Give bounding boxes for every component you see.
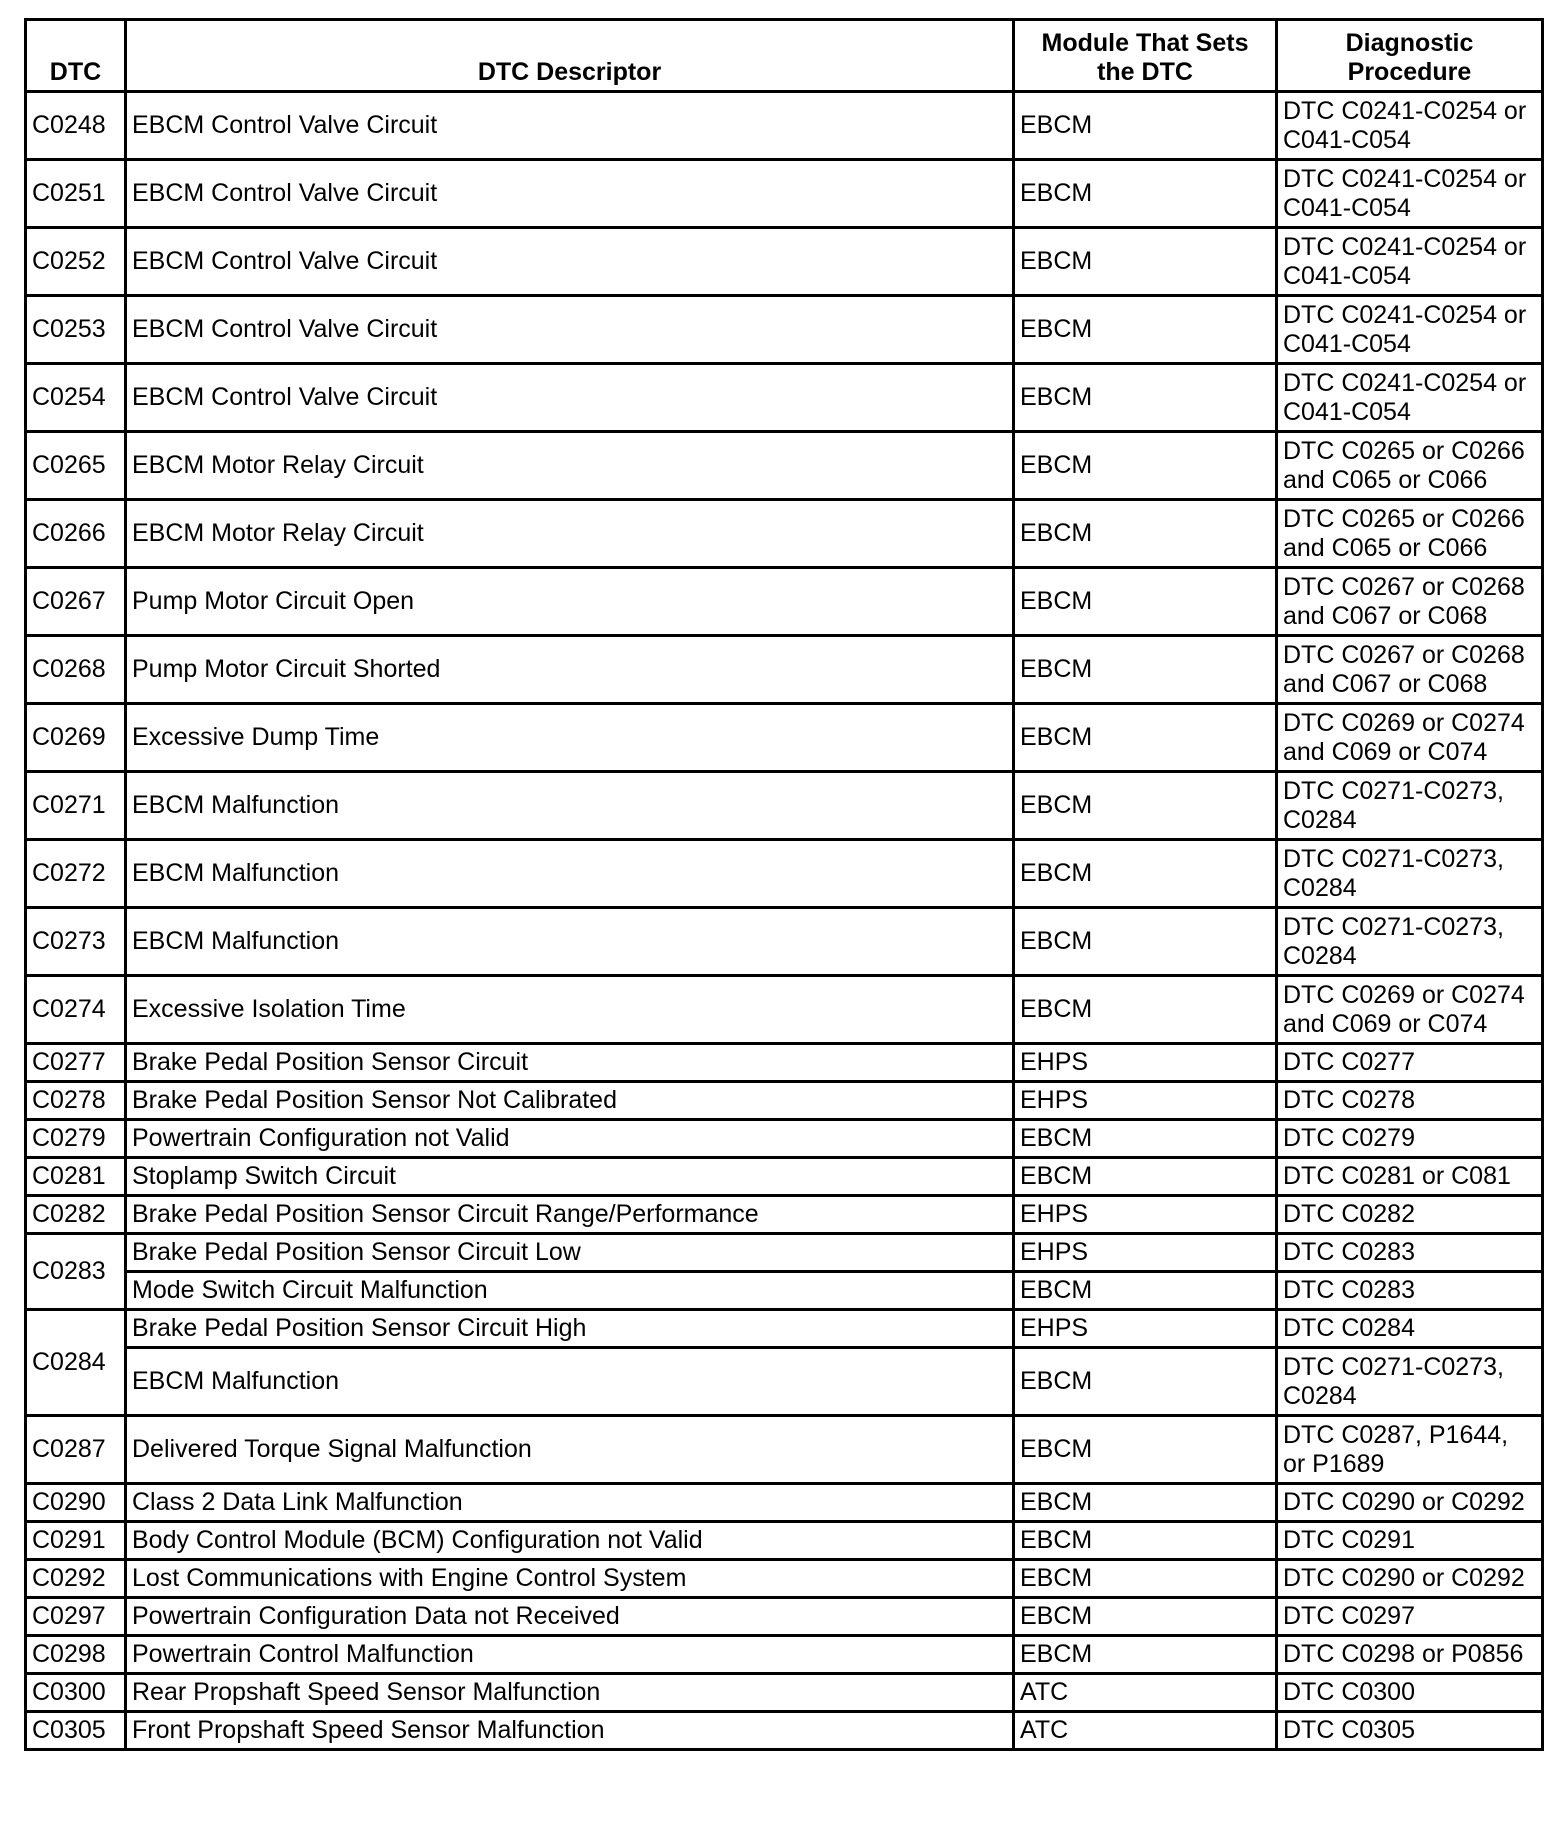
dtc-descriptor: EBCM Control Valve Circuit (126, 296, 1014, 364)
procedure-line1: DTC C0241-C0254 or (1283, 300, 1527, 329)
module: EHPS (1014, 1044, 1277, 1082)
procedure-line1: DTC C0241-C0254 or (1283, 96, 1527, 125)
table-row (26, 1522, 1543, 1560)
procedure (1277, 908, 1543, 976)
procedure-line2: and C065 or C066 (1283, 465, 1488, 494)
table-row (26, 1158, 1543, 1196)
module: EBCM (1014, 568, 1277, 636)
table-row (26, 432, 1543, 500)
dtc-descriptor: Body Control Module (BCM) Configuration not Valid (126, 1522, 1014, 1560)
table-row (26, 568, 1543, 636)
dtc-descriptor: Brake Pedal Position Sensor Circuit (126, 1044, 1014, 1082)
module: EBCM (1014, 296, 1277, 364)
dtc-code: C0292 (26, 1560, 126, 1598)
table-row (26, 772, 1543, 840)
procedure-line1: DTC C0241-C0254 or (1283, 164, 1527, 193)
table-row (26, 296, 1543, 364)
dtc-code: C0298 (26, 1636, 126, 1674)
table-row (26, 976, 1543, 1044)
table-row (26, 704, 1543, 772)
module: EHPS (1014, 1234, 1277, 1272)
dtc-descriptor: Delivered Torque Signal Malfunction (126, 1416, 1014, 1484)
dtc-descriptor: Powertrain Configuration not Valid (126, 1120, 1014, 1158)
module: EBCM (1014, 840, 1277, 908)
dtc-code: C0273 (26, 908, 126, 976)
module: EBCM (1014, 92, 1277, 160)
module: EBCM (1014, 772, 1277, 840)
header-module-line1: Module That Sets (1041, 29, 1249, 57)
dtc-code: C0272 (26, 840, 126, 908)
dtc-code: C0252 (26, 228, 126, 296)
procedure (1277, 228, 1543, 296)
procedure: DTC C0290 or C0292 (1277, 1560, 1543, 1598)
header-module (1014, 20, 1277, 92)
dtc-code: C0284 (26, 1310, 126, 1416)
table-row (26, 1598, 1543, 1636)
dtc-code: C0267 (26, 568, 126, 636)
dtc-code: C0251 (26, 160, 126, 228)
procedure (1277, 500, 1543, 568)
procedure-line1: DTC C0271-C0273, (1283, 776, 1504, 805)
procedure-line1: DTC C0241-C0254 or (1283, 368, 1527, 397)
procedure-line2: C041-C054 (1283, 397, 1411, 426)
module: EBCM (1014, 1522, 1277, 1560)
module: ATC (1014, 1712, 1277, 1750)
module: EBCM (1014, 1416, 1277, 1484)
dtc-descriptor: Brake Pedal Position Sensor Not Calibrated (126, 1082, 1014, 1120)
header-procedure-line2: Procedure (1347, 58, 1472, 86)
procedure-line2: and C067 or C068 (1283, 601, 1488, 630)
header-module-line2: the DTC (1097, 58, 1193, 86)
table-row (26, 908, 1543, 976)
procedure: DTC C0283 (1277, 1234, 1543, 1272)
table-row (26, 364, 1543, 432)
dtc-code: C0269 (26, 704, 126, 772)
dtc-code: C0254 (26, 364, 126, 432)
dtc-descriptor: Mode Switch Circuit Malfunction (126, 1272, 1014, 1310)
dtc-descriptor: Brake Pedal Position Sensor Circuit Range/Performance (126, 1196, 1014, 1234)
dtc-descriptor: Rear Propshaft Speed Sensor Malfunction (126, 1674, 1014, 1712)
module: EBCM (1014, 908, 1277, 976)
dtc-code: C0277 (26, 1044, 126, 1082)
procedure-line1: DTC C0269 or C0274 (1283, 980, 1525, 1009)
dtc-code: C0305 (26, 1712, 126, 1750)
procedure: DTC C0277 (1277, 1044, 1543, 1082)
procedure-line2: C0284 (1283, 873, 1357, 902)
module: EHPS (1014, 1082, 1277, 1120)
procedure-line1: DTC C0271-C0273, (1283, 912, 1504, 941)
header-procedure-line1: Diagnostic (1345, 29, 1474, 57)
dtc-code: C0278 (26, 1082, 126, 1120)
dtc-descriptor: Powertrain Control Malfunction (126, 1636, 1014, 1674)
procedure (1277, 1348, 1543, 1416)
procedure (1277, 1416, 1543, 1484)
table-row (26, 636, 1543, 704)
module: EHPS (1014, 1310, 1277, 1348)
dtc-descriptor: EBCM Control Valve Circuit (126, 160, 1014, 228)
procedure-line1: DTC C0267 or C0268 (1283, 640, 1525, 669)
procedure: DTC C0305 (1277, 1712, 1543, 1750)
procedure: DTC C0291 (1277, 1522, 1543, 1560)
dtc-descriptor: Brake Pedal Position Sensor Circuit Low (126, 1234, 1014, 1272)
dtc-code: C0248 (26, 92, 126, 160)
module: EBCM (1014, 1636, 1277, 1674)
header-row (26, 20, 1543, 92)
module: EBCM (1014, 636, 1277, 704)
procedure-line2: C041-C054 (1283, 329, 1411, 358)
procedure: DTC C0290 or C0292 (1277, 1484, 1543, 1522)
dtc-code: C0291 (26, 1522, 126, 1560)
table-row (26, 228, 1543, 296)
header-descriptor: DTC Descriptor (126, 20, 1014, 92)
module: EBCM (1014, 432, 1277, 500)
procedure-line2: and C069 or C074 (1283, 737, 1488, 766)
module: ATC (1014, 1674, 1277, 1712)
dtc-code: C0300 (26, 1674, 126, 1712)
dtc-code: C0274 (26, 976, 126, 1044)
procedure (1277, 296, 1543, 364)
module: EBCM (1014, 228, 1277, 296)
dtc-code: C0266 (26, 500, 126, 568)
procedure-line1: DTC C0287, P1644, (1283, 1420, 1509, 1449)
module: EBCM (1014, 500, 1277, 568)
table-row (26, 1044, 1543, 1082)
procedure (1277, 160, 1543, 228)
dtc-code: C0282 (26, 1196, 126, 1234)
dtc-descriptor: EBCM Control Valve Circuit (126, 364, 1014, 432)
table-row (26, 1310, 1543, 1348)
table-row (26, 1560, 1543, 1598)
procedure: DTC C0284 (1277, 1310, 1543, 1348)
dtc-descriptor: Pump Motor Circuit Shorted (126, 636, 1014, 704)
header-procedure (1277, 20, 1543, 92)
procedure: DTC C0298 or P0856 (1277, 1636, 1543, 1674)
dtc-descriptor: Brake Pedal Position Sensor Circuit High (126, 1310, 1014, 1348)
procedure (1277, 772, 1543, 840)
module: EBCM (1014, 1560, 1277, 1598)
procedure: DTC C0300 (1277, 1674, 1543, 1712)
dtc-code: C0290 (26, 1484, 126, 1522)
procedure-line1: DTC C0271-C0273, (1283, 844, 1504, 873)
table-row (26, 1636, 1543, 1674)
table-row (26, 1348, 1543, 1416)
dtc-descriptor: Pump Motor Circuit Open (126, 568, 1014, 636)
procedure (1277, 92, 1543, 160)
procedure-line2: C0284 (1283, 1381, 1357, 1410)
procedure (1277, 976, 1543, 1044)
table-row (26, 1234, 1543, 1272)
dtc-descriptor: EBCM Control Valve Circuit (126, 228, 1014, 296)
table-row (26, 1196, 1543, 1234)
dtc-code: C0271 (26, 772, 126, 840)
table-row (26, 1272, 1543, 1310)
procedure: DTC C0279 (1277, 1120, 1543, 1158)
dtc-code: C0281 (26, 1158, 126, 1196)
dtc-code: C0279 (26, 1120, 126, 1158)
procedure-line1: DTC C0241-C0254 or (1283, 232, 1527, 261)
module: EBCM (1014, 1348, 1277, 1416)
module: EBCM (1014, 1272, 1277, 1310)
dtc-descriptor: Stoplamp Switch Circuit (126, 1158, 1014, 1196)
procedure-line2: C0284 (1283, 805, 1357, 834)
module: EBCM (1014, 704, 1277, 772)
table-row (26, 1712, 1543, 1750)
procedure (1277, 840, 1543, 908)
module: EBCM (1014, 160, 1277, 228)
module: EHPS (1014, 1196, 1277, 1234)
procedure (1277, 568, 1543, 636)
procedure-line1: DTC C0269 or C0274 (1283, 708, 1525, 737)
dtc-descriptor: EBCM Control Valve Circuit (126, 92, 1014, 160)
dtc-code: C0283 (26, 1234, 126, 1310)
procedure: DTC C0283 (1277, 1272, 1543, 1310)
table-row (26, 840, 1543, 908)
procedure-line1: DTC C0265 or C0266 (1283, 436, 1525, 465)
dtc-code: C0287 (26, 1416, 126, 1484)
table-row (26, 500, 1543, 568)
procedure (1277, 704, 1543, 772)
table-row (26, 1674, 1543, 1712)
module: EBCM (1014, 976, 1277, 1044)
dtc-descriptor: EBCM Malfunction (126, 840, 1014, 908)
dtc-descriptor: EBCM Motor Relay Circuit (126, 500, 1014, 568)
dtc-descriptor: Front Propshaft Speed Sensor Malfunction (126, 1712, 1014, 1750)
dtc-descriptor: Powertrain Configuration Data not Received (126, 1598, 1014, 1636)
module: EBCM (1014, 1158, 1277, 1196)
dtc-code: C0265 (26, 432, 126, 500)
procedure-line2: C0284 (1283, 941, 1357, 970)
procedure-line1: DTC C0271-C0273, (1283, 1352, 1504, 1381)
table-row (26, 1120, 1543, 1158)
procedure: DTC C0281 or C081 (1277, 1158, 1543, 1196)
procedure-line1: DTC C0267 or C0268 (1283, 572, 1525, 601)
procedure-line2: C041-C054 (1283, 193, 1411, 222)
procedure: DTC C0282 (1277, 1196, 1543, 1234)
table-row (26, 1484, 1543, 1522)
module: EBCM (1014, 1120, 1277, 1158)
procedure-line1: DTC C0265 or C0266 (1283, 504, 1525, 533)
procedure (1277, 636, 1543, 704)
table-row (26, 1416, 1543, 1484)
module: EBCM (1014, 1484, 1277, 1522)
dtc-table (24, 18, 1544, 1751)
dtc-code: C0268 (26, 636, 126, 704)
module: EBCM (1014, 364, 1277, 432)
table-row (26, 92, 1543, 160)
procedure (1277, 364, 1543, 432)
dtc-descriptor: Excessive Dump Time (126, 704, 1014, 772)
dtc-descriptor: Class 2 Data Link Malfunction (126, 1484, 1014, 1522)
table-row (26, 1082, 1543, 1120)
dtc-code: C0253 (26, 296, 126, 364)
dtc-code: C0297 (26, 1598, 126, 1636)
dtc-descriptor: EBCM Malfunction (126, 772, 1014, 840)
dtc-descriptor: EBCM Malfunction (126, 908, 1014, 976)
procedure: DTC C0278 (1277, 1082, 1543, 1120)
procedure-line2: or P1689 (1283, 1449, 1385, 1478)
table-row (26, 160, 1543, 228)
procedure: DTC C0297 (1277, 1598, 1543, 1636)
procedure-line2: and C065 or C066 (1283, 533, 1488, 562)
dtc-descriptor: Lost Communications with Engine Control System (126, 1560, 1014, 1598)
procedure-line2: C041-C054 (1283, 261, 1411, 290)
procedure-line2: C041-C054 (1283, 125, 1411, 154)
procedure (1277, 432, 1543, 500)
module: EBCM (1014, 1598, 1277, 1636)
procedure-line2: and C069 or C074 (1283, 1009, 1488, 1038)
dtc-descriptor: EBCM Malfunction (126, 1348, 1014, 1416)
dtc-descriptor: EBCM Motor Relay Circuit (126, 432, 1014, 500)
header-dtc: DTC (26, 20, 126, 92)
dtc-descriptor: Excessive Isolation Time (126, 976, 1014, 1044)
procedure-line2: and C067 or C068 (1283, 669, 1488, 698)
